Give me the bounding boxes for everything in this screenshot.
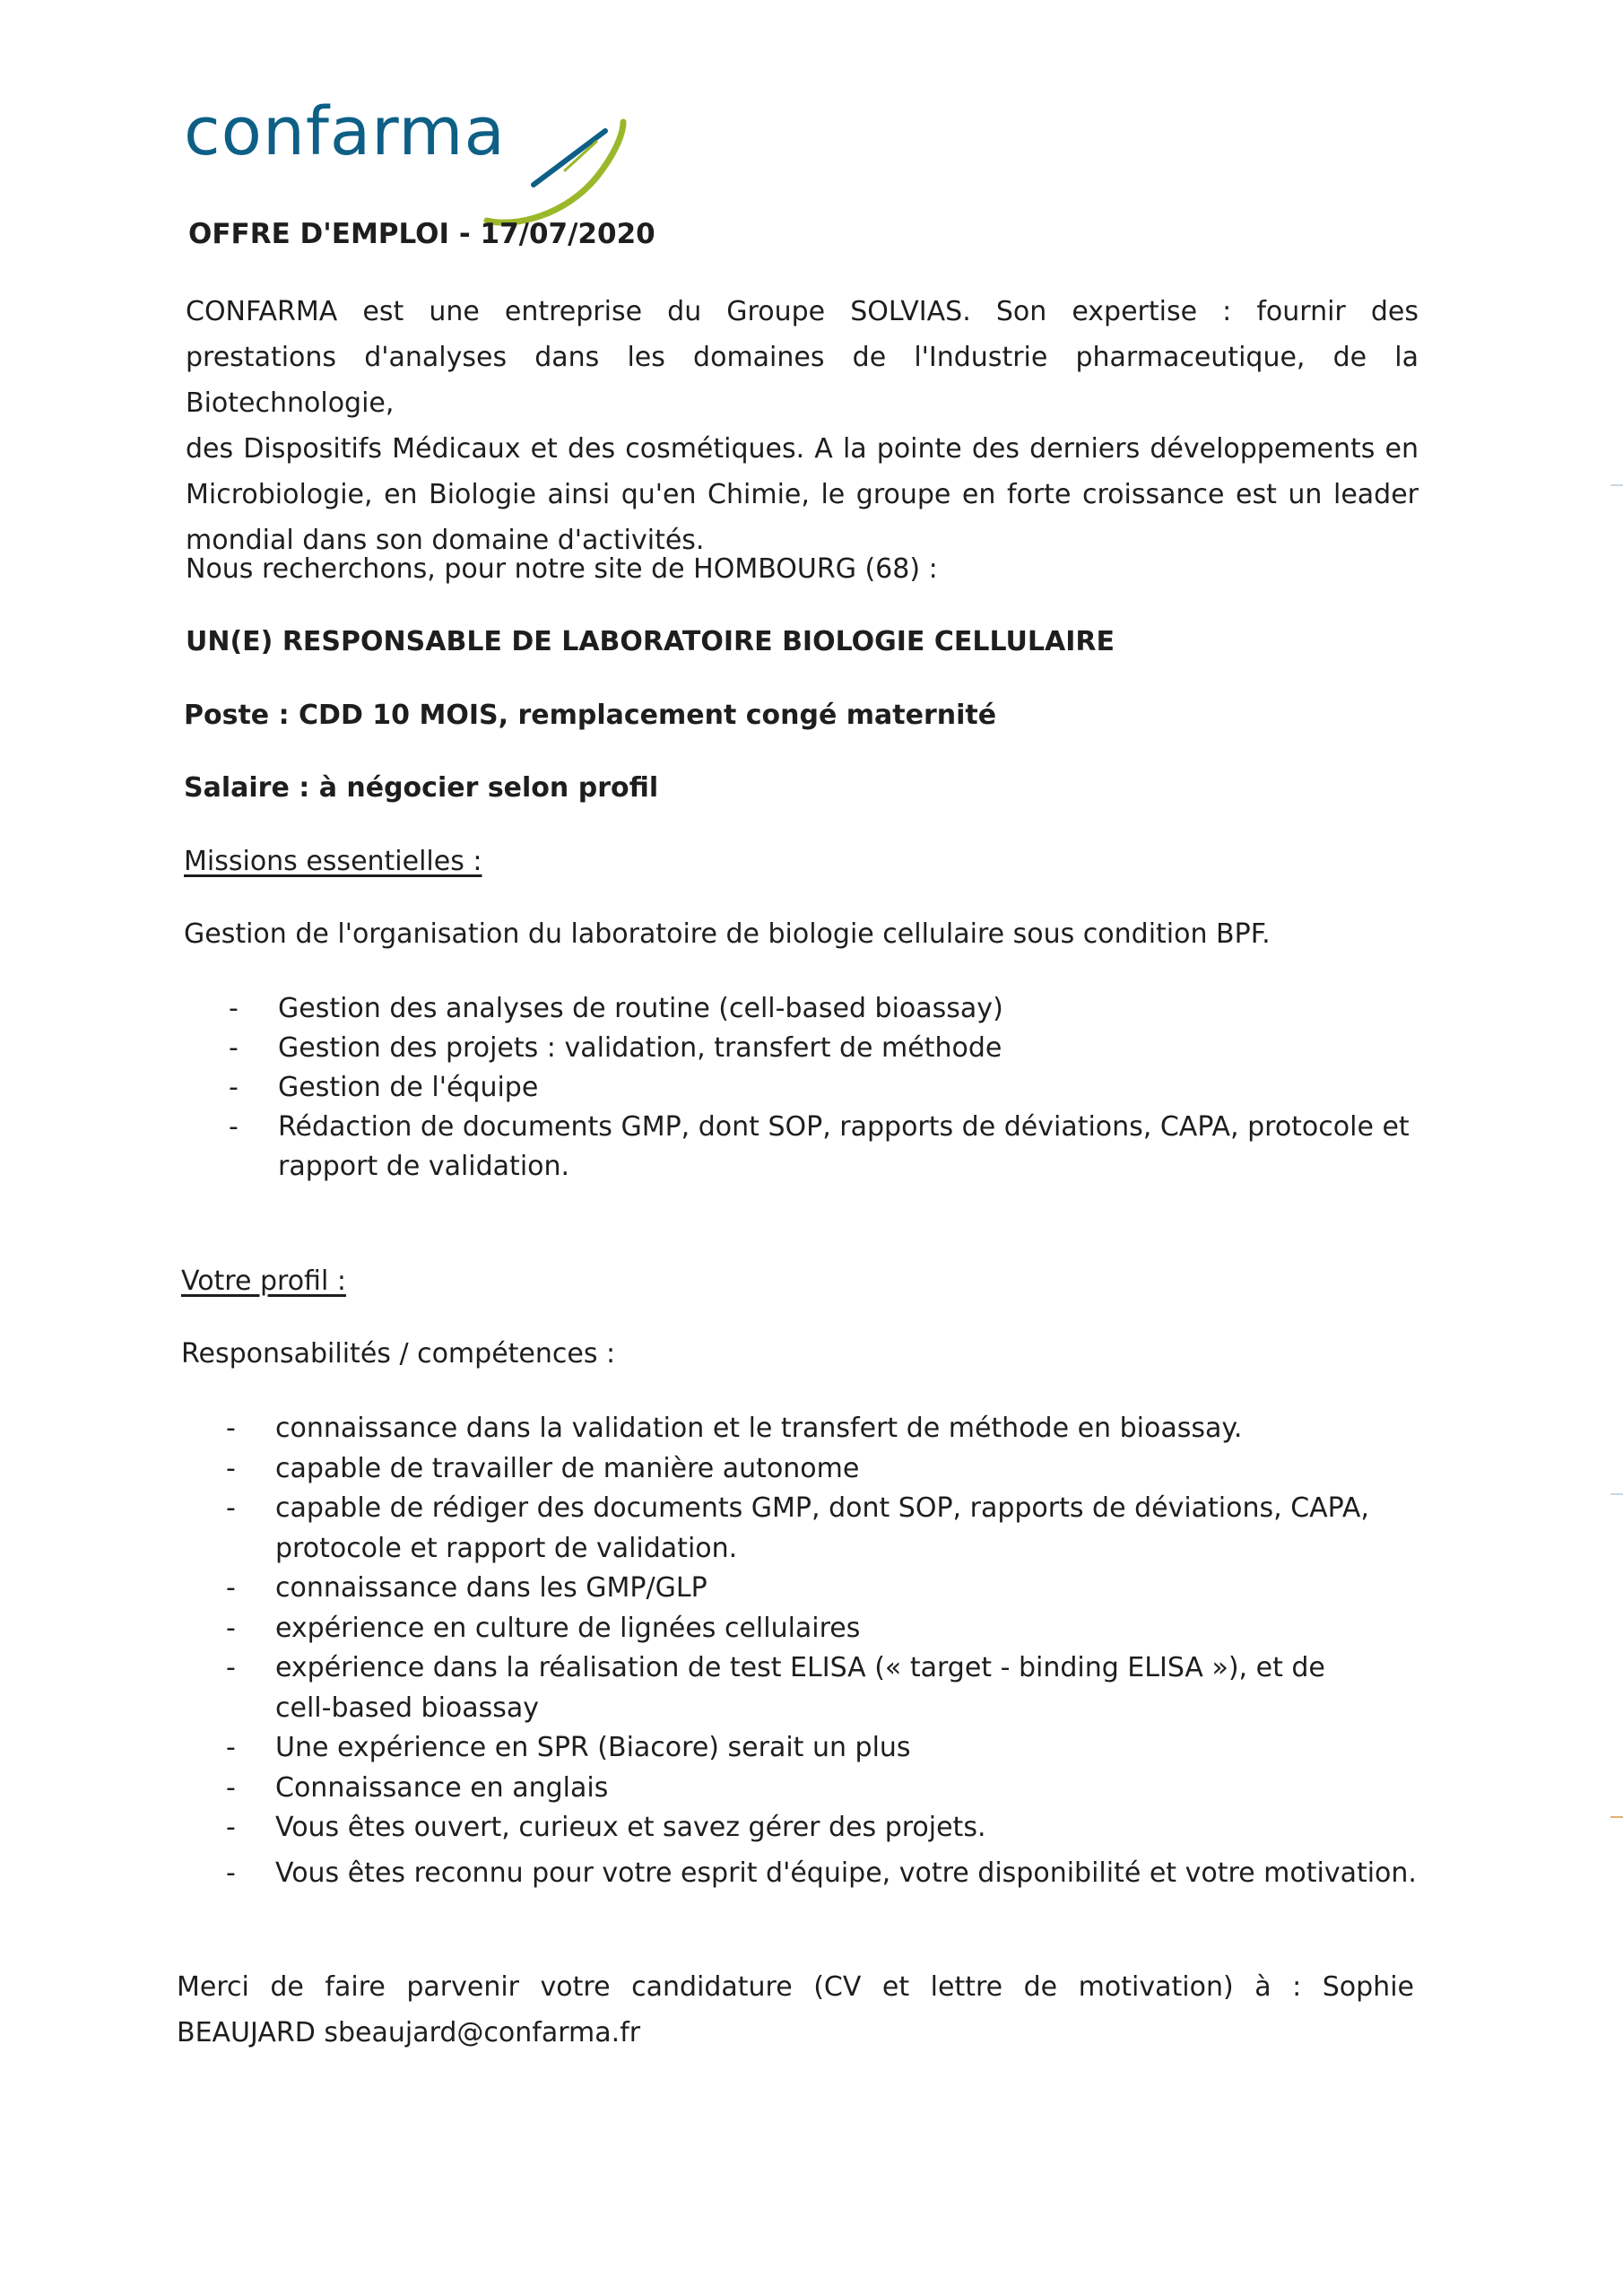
bullet-dash: - [229, 1111, 239, 1143]
list-item-continuation [184, 1147, 1439, 1187]
logo-wordmark: confarma [184, 93, 506, 170]
scan-edge-mark [1610, 1816, 1623, 1818]
bullet-dash: - [226, 1413, 236, 1444]
bullet-dash: - [226, 1812, 236, 1843]
offer-title: OFFRE D'EMPLOI - 17/07/2020 [188, 218, 655, 250]
list-item [184, 1108, 1439, 1147]
profil-heading: Votre profil : [181, 1265, 346, 1297]
list-item-text: capable de travailler de manière autonome [275, 1452, 860, 1484]
list-item-text: expérience dans la réalisation de test ELISA (« target - binding ELISA »), et de [275, 1652, 1325, 1683]
profil-subheading: Responsabilités / compétences : [181, 1338, 616, 1370]
bullet-dash: - [226, 1732, 236, 1763]
list-item [181, 1728, 1436, 1769]
list-item-continuation [181, 1529, 1436, 1570]
list-item [181, 1769, 1436, 1809]
bullet-dash: - [229, 1032, 239, 1064]
bullet-dash: - [226, 1452, 236, 1484]
list-item-text: cell-based bioassay [275, 1692, 540, 1724]
scan-edge-mark [1610, 1493, 1623, 1495]
list-item-text: expérience en culture de lignées cellulaires [275, 1612, 861, 1644]
list-item [184, 989, 1439, 1029]
intro-line: mondial dans son domaine d'activités. [186, 525, 705, 556]
list-item-text: Rédaction de documents GMP, dont SOP, rapports de déviations, CAPA, protocole et [278, 1111, 1410, 1143]
logo-swoosh-icon [480, 115, 650, 231]
list-item-text: Vous êtes reconnu pour votre esprit d'équipe, votre disponibilité et votre motivation. [275, 1857, 1417, 1889]
bullet-dash: - [226, 1771, 236, 1804]
list-item-text: rapport de validation. [278, 1151, 570, 1182]
list-item-continuation [181, 1689, 1436, 1729]
list-item [181, 1569, 1436, 1609]
intro-paragraph [186, 289, 1419, 563]
confarma-logo [184, 93, 650, 222]
list-item [184, 1029, 1439, 1068]
search-line: Nous recherchons, pour notre site de HOMBOURG (68) : [186, 553, 938, 585]
list-item-text: Connaissance en anglais [275, 1771, 609, 1804]
list-item-text: capable de rédiger des documents GMP, dont SOP, rapports de déviations, CAPA, [275, 1492, 1369, 1524]
list-item [181, 1409, 1436, 1449]
list-item [181, 1854, 1436, 1894]
list-item [181, 1609, 1436, 1649]
bullet-dash: - [226, 1572, 236, 1604]
list-item-text: Une expérience en SPR (Biacore) serait un plus [275, 1732, 911, 1763]
intro-line: prestations d'analyses dans les domaines de l'Industrie pharmaceutique, de la Biotechnologie, [186, 342, 1419, 419]
list-item-text: Gestion de l'équipe [278, 1072, 539, 1103]
missions-intro: Gestion de l'organisation du laboratoire de biologie cellulaire sous condition BPF. [184, 918, 1271, 950]
intro-line: des Dispositifs Médicaux et des cosmétiques. A la pointe des derniers développements en [186, 433, 1419, 465]
list-item [181, 1489, 1436, 1529]
scan-edge-mark [1610, 484, 1623, 486]
intro-line: Microbiologie, en Biologie ainsi qu'en Chimie, le groupe en forte croissance est un leader [186, 479, 1419, 510]
bullet-dash: - [226, 1857, 236, 1889]
list-item-text: Gestion des analyses de routine (cell-based bioassay) [278, 993, 1003, 1024]
salaire-line: Salaire : à négocier selon profil [184, 772, 659, 804]
closing-line: BEAUJARD sbeaujard@confarma.fr [177, 2017, 641, 2048]
list-item-text: connaissance dans la validation et le transfert de méthode en bioassay. [275, 1413, 1243, 1444]
list-item-text: connaissance dans les GMP/GLP [275, 1572, 707, 1604]
missions-list [184, 989, 1439, 1187]
profil-list [181, 1409, 1436, 1893]
list-item [184, 1068, 1439, 1108]
poste-line: Poste : CDD 10 MOIS, remplacement congé maternité [184, 700, 997, 731]
list-item-text: protocole et rapport de validation. [275, 1532, 738, 1564]
bullet-dash: - [226, 1652, 236, 1683]
closing-paragraph [177, 1964, 1414, 2056]
list-item [181, 1449, 1436, 1490]
bullet-dash: - [226, 1492, 236, 1524]
bullet-dash: - [229, 993, 239, 1024]
list-item [181, 1808, 1436, 1848]
bullet-dash: - [229, 1072, 239, 1103]
missions-heading: Missions essentielles : [184, 846, 482, 877]
list-item-text: Gestion des projets : validation, transfert de méthode [278, 1032, 1002, 1064]
closing-line: Merci de faire parvenir votre candidature (CV et lettre de motivation) à : Sophie [177, 1971, 1414, 2003]
intro-line: CONFARMA est une entreprise du Groupe SOLVIAS. Son expertise : fournir des [186, 296, 1419, 327]
list-item [181, 1648, 1436, 1689]
bullet-dash: - [226, 1612, 236, 1644]
list-item-text: Vous êtes ouvert, curieux et savez gérer des projets. [275, 1812, 986, 1843]
job-title: UN(E) RESPONSABLE DE LABORATOIRE BIOLOGIE CELLULAIRE [186, 626, 1115, 657]
